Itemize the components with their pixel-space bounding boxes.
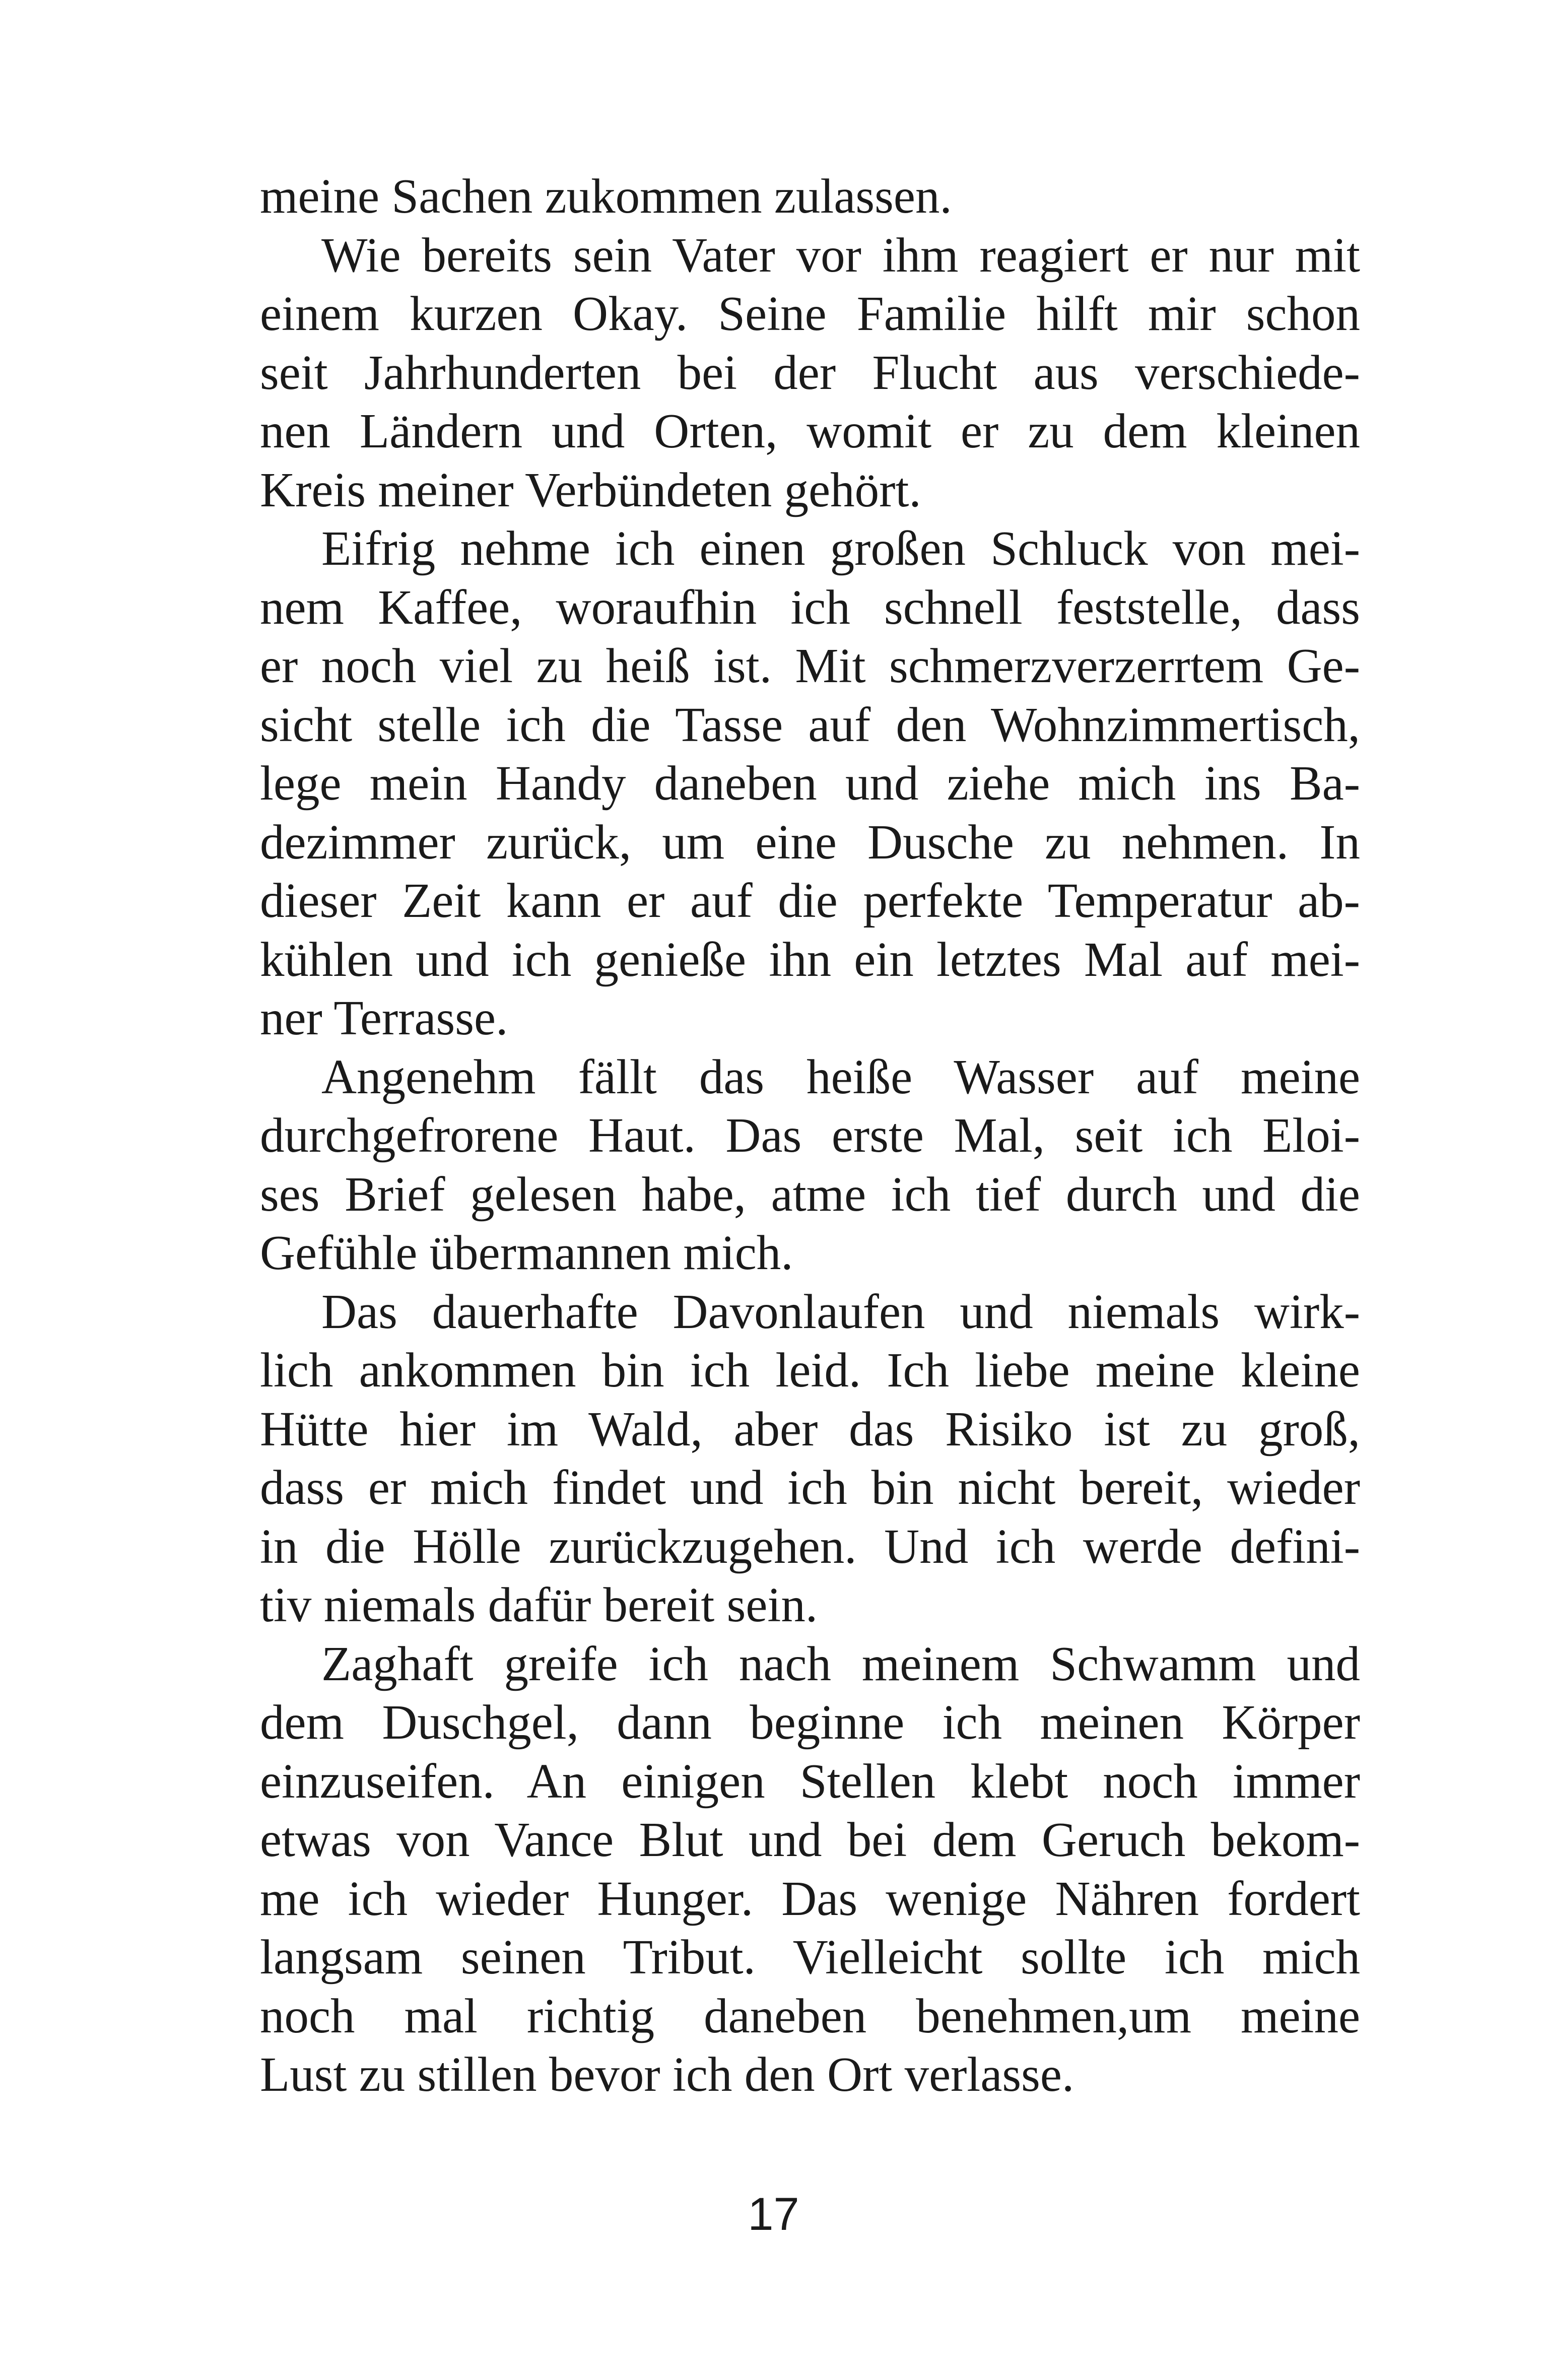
text-line: Angenehm fällt das heiße Wasser auf meine — [321, 1049, 1360, 1104]
page-number: 17 — [748, 2189, 799, 2240]
text-line: seit Jahrhunderten bei der Flucht aus verschiede- — [260, 345, 1360, 400]
text-line: sicht stelle ich die Tasse auf den Wohnzimmertisch, — [260, 697, 1360, 752]
text-line: einzuseifen. An einigen Stellen klebt noch immer — [260, 1754, 1360, 1808]
text-line: in die Hölle zurückzugehen. Und ich werde defini- — [260, 1519, 1360, 1573]
text-line: er noch viel zu heiß ist. Mit schmerzverzerrtem Ge- — [260, 639, 1360, 693]
text-line: kühlen und ich genieße ihn ein letztes Mal auf mei- — [260, 932, 1360, 986]
text-line: Lust zu stillen bevor ich den Ort verlasse. — [260, 2047, 1074, 2101]
text-line: lich ankommen bin ich leid. Ich liebe meine kleine — [260, 1343, 1360, 1397]
text-line: nem Kaffee, woraufhin ich schnell feststelle, dass — [260, 580, 1360, 634]
text-line: dass er mich findet und ich bin nicht bereit, wieder — [260, 1461, 1360, 1514]
text-line: nen Ländern und Orten, womit er zu dem kleinen — [260, 404, 1360, 458]
text-line: etwas von Vance Blut und bei dem Geruch bekom- — [260, 1813, 1360, 1867]
text-line: dem Duschgel, dann beginne ich meinen Körper — [260, 1695, 1360, 1749]
text-line: einem kurzen Okay. Seine Familie hilft mir schon — [260, 287, 1360, 341]
text-line: me ich wieder Hunger. Das wenige Nähren fordert — [260, 1871, 1360, 1926]
text-line: Das dauerhafte Davonlaufen und niemals wirk- — [321, 1284, 1360, 1339]
body-text — [260, 167, 1360, 2104]
text-line: dieser Zeit kann er auf die perfekte Temperatur ab- — [260, 874, 1360, 928]
text-line: langsam seinen Tribut. Vielleicht sollte ich mich — [260, 1930, 1360, 1984]
text-line: ses Brief gelesen habe, atme ich tief durch und die — [260, 1167, 1360, 1221]
text-line: ner Terrasse. — [260, 991, 508, 1045]
text-line: Wie bereits sein Vater vor ihm reagiert er nur mit — [321, 228, 1360, 282]
text-line: meine Sachen zukommen zulassen. — [260, 169, 952, 223]
text-line: Gefühle übermannen mich. — [260, 1226, 793, 1280]
text-line: Eifrig nehme ich einen großen Schluck von mei- — [321, 521, 1360, 575]
text-line: Hütte hier im Wald, aber das Risiko ist zu groß, — [260, 1402, 1360, 1456]
text-line: lege mein Handy daneben und ziehe mich ins Ba- — [260, 756, 1360, 810]
text-line: noch mal richtig daneben benehmen,um meine — [260, 1989, 1360, 2043]
text-line: Zaghaft greife ich nach meinem Schwamm und — [321, 1636, 1360, 1691]
text-line: durchgefrorene Haut. Das erste Mal, seit ich Eloi- — [260, 1108, 1360, 1162]
text-line: tiv niemals dafür bereit sein. — [260, 1578, 818, 1632]
text-line: Kreis meiner Verbündeten gehört. — [260, 462, 921, 517]
text-line: dezimmer zurück, um eine Dusche zu nehmen. In — [260, 815, 1360, 869]
